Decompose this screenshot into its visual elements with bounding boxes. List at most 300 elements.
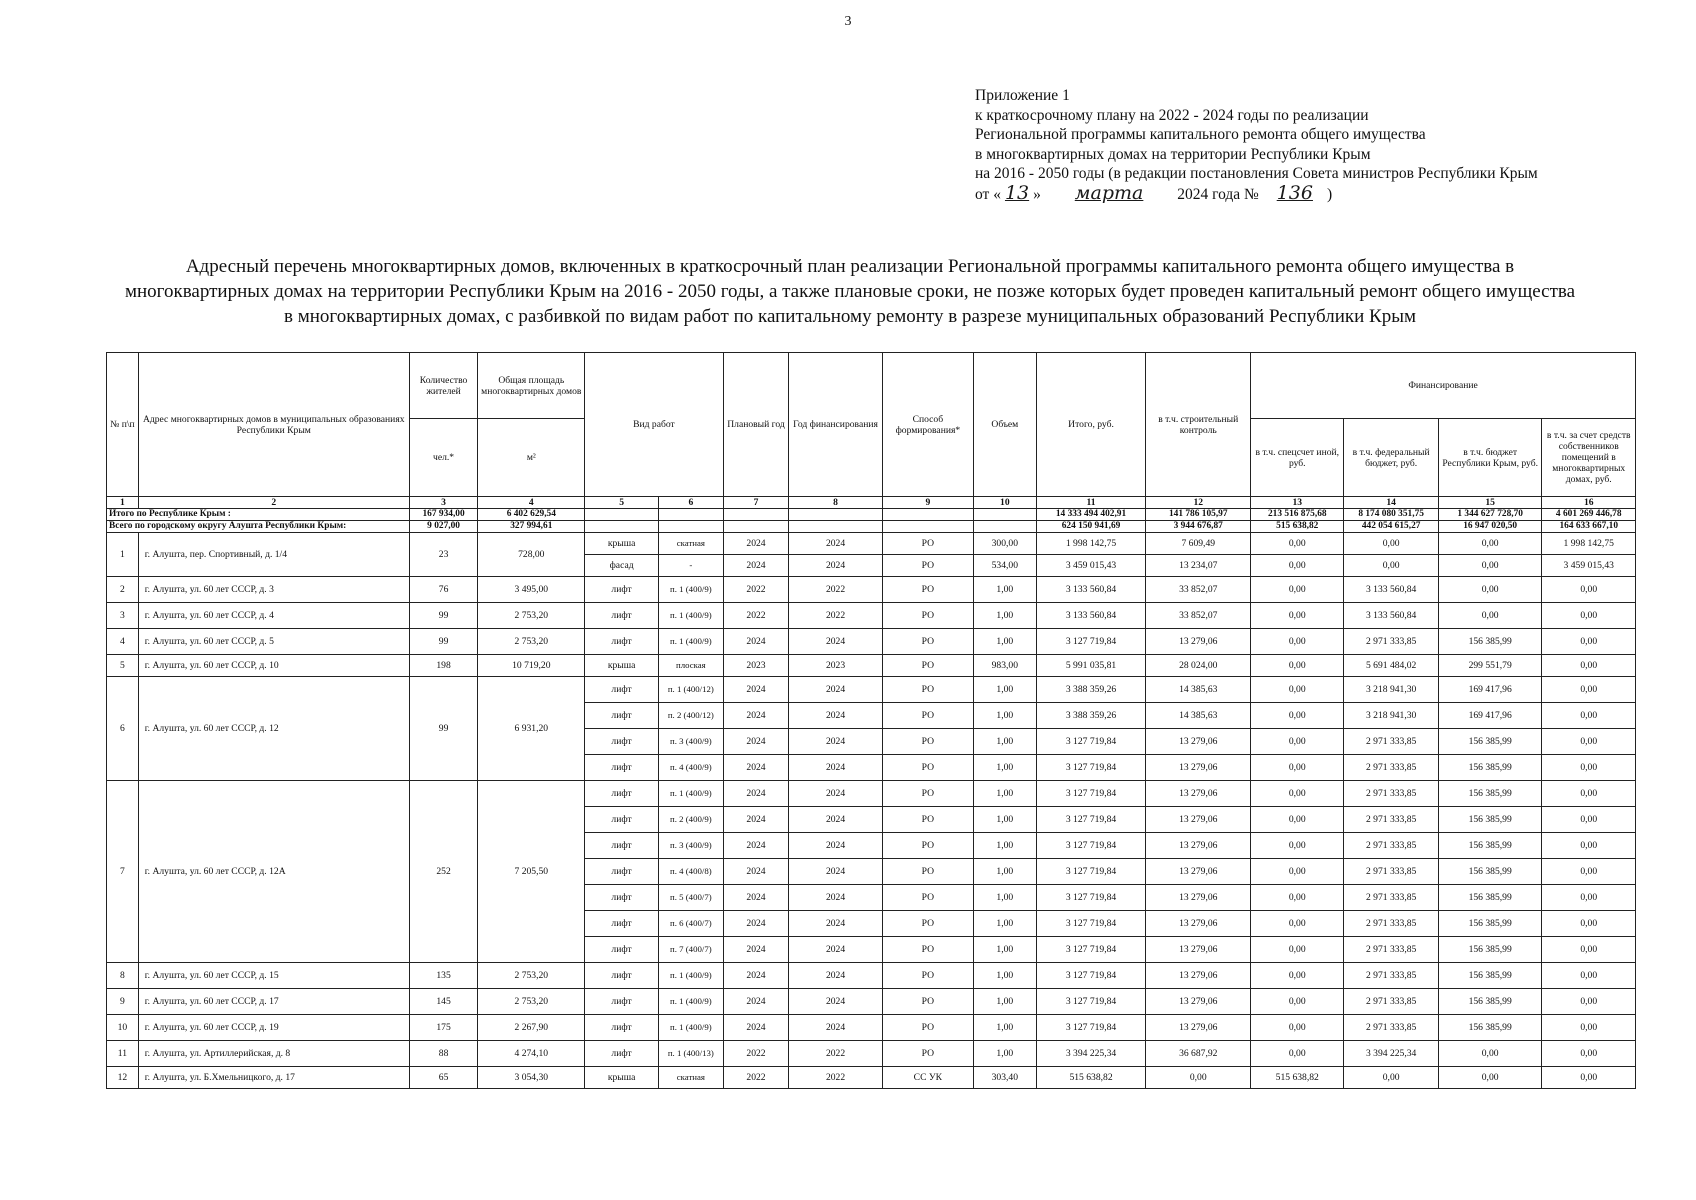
work-federal: 2 971 333,85: [1344, 807, 1438, 833]
work-plan: 2024: [723, 885, 789, 911]
table-row: [107, 963, 1636, 989]
work-owners: 0,00: [1542, 781, 1636, 807]
work-plan: 2022: [723, 577, 789, 603]
work-type: лифт: [585, 859, 659, 885]
work-control: 13 279,06: [1146, 911, 1251, 937]
work-volume: 1,00: [974, 603, 1037, 629]
work-republic: 156 385,99: [1438, 755, 1542, 781]
work-republic: 156 385,99: [1438, 807, 1542, 833]
work-fin: 2024: [789, 677, 882, 703]
work-volume: 534,00: [974, 555, 1037, 577]
table-row: [107, 1067, 1636, 1089]
work-republic: 169 417,96: [1438, 703, 1542, 729]
work-fin: 2024: [789, 885, 882, 911]
work-owners: 0,00: [1542, 1041, 1636, 1067]
date-close: ): [1326, 185, 1333, 203]
work-method: РО: [882, 703, 973, 729]
work-special: 0,00: [1251, 755, 1344, 781]
work-type: лифт: [585, 963, 659, 989]
work-special: 0,00: [1251, 859, 1344, 885]
work-special: 0,00: [1251, 1015, 1344, 1041]
table-row: [107, 989, 1636, 1015]
date-number-handwritten: 136: [1276, 181, 1313, 204]
work-plan: 2024: [723, 937, 789, 963]
work-method: РО: [882, 963, 973, 989]
work-volume: 1,00: [974, 807, 1037, 833]
work-volume: 1,00: [974, 729, 1037, 755]
work-type: лифт: [585, 1015, 659, 1041]
work-owners: 3 459 015,43: [1542, 555, 1636, 577]
work-federal: 2 971 333,85: [1344, 729, 1438, 755]
work-plan: 2024: [723, 1015, 789, 1041]
work-method: РО: [882, 729, 973, 755]
work-plan: 2024: [723, 729, 789, 755]
table-row: [107, 533, 1636, 555]
work-fin: 2022: [789, 603, 882, 629]
work-owners: 0,00: [1542, 885, 1636, 911]
work-special: 0,00: [1251, 603, 1344, 629]
work-owners: 0,00: [1542, 911, 1636, 937]
date-year: 2024 года №: [1177, 185, 1259, 203]
work-total: 3 127 719,84: [1036, 989, 1146, 1015]
header-owners: в т.ч. за счет средств собственников помещений в многоквартирных домах, руб.: [1542, 419, 1636, 497]
work-volume: 303,40: [974, 1067, 1037, 1089]
col-num-cell: 13: [1251, 497, 1344, 509]
work-method: РО: [882, 603, 973, 629]
work-federal: 2 971 333,85: [1344, 1015, 1438, 1041]
work-fin: 2024: [789, 963, 882, 989]
work-method: РО: [882, 911, 973, 937]
work-type: лифт: [585, 781, 659, 807]
work-volume: 1,00: [974, 677, 1037, 703]
work-fin: 2024: [789, 703, 882, 729]
total-owners: 164 633 667,10: [1542, 521, 1636, 533]
work-republic: 0,00: [1438, 533, 1542, 555]
col-num-cell: 8: [789, 497, 882, 509]
row-area: 10 719,20: [478, 655, 585, 677]
work-owners: 0,00: [1542, 807, 1636, 833]
col-num-cell: 6: [659, 497, 724, 509]
row-number: 3: [107, 603, 139, 629]
work-federal: 2 971 333,85: [1344, 989, 1438, 1015]
total-area: 327 994,61: [478, 521, 585, 533]
work-fin: 2024: [789, 755, 882, 781]
work-control: 13 279,06: [1146, 833, 1251, 859]
work-plan: 2022: [723, 1041, 789, 1067]
total-republic: 16 947 020,50: [1438, 521, 1542, 533]
appendix-block: [975, 86, 1665, 204]
work-method: РО: [882, 1041, 973, 1067]
work-control: 13 279,06: [1146, 937, 1251, 963]
row-residents: 175: [409, 1015, 478, 1041]
row-number: 2: [107, 577, 139, 603]
work-subtype: -: [659, 555, 724, 577]
header-federal: в т.ч. федеральный бюджет, руб.: [1344, 419, 1438, 497]
row-area: 2 753,20: [478, 603, 585, 629]
work-federal: 3 218 941,30: [1344, 677, 1438, 703]
work-plan: 2024: [723, 963, 789, 989]
row-area: 6 931,20: [478, 677, 585, 781]
work-method: РО: [882, 655, 973, 677]
date-day-handwritten: 13: [1004, 181, 1030, 204]
date-mid: »: [1033, 185, 1041, 203]
work-control: 7 609,49: [1146, 533, 1251, 555]
work-total: 3 133 560,84: [1036, 603, 1146, 629]
work-federal: 5 691 484,02: [1344, 655, 1438, 677]
work-federal: 0,00: [1344, 555, 1438, 577]
work-type: лифт: [585, 577, 659, 603]
work-method: РО: [882, 533, 973, 555]
work-method: РО: [882, 885, 973, 911]
work-control: 0,00: [1146, 1067, 1251, 1089]
row-address: г. Алушта, ул. 60 лет СССР, д. 3: [138, 577, 409, 603]
work-owners: 0,00: [1542, 859, 1636, 885]
work-subtype: п. 1 (400/9): [659, 781, 724, 807]
work-method: РО: [882, 677, 973, 703]
work-total: 3 127 719,84: [1036, 937, 1146, 963]
work-plan: 2024: [723, 533, 789, 555]
row-address: г. Алушта, ул. Б.Хмельницкого, д. 17: [138, 1067, 409, 1089]
work-volume: 1,00: [974, 577, 1037, 603]
work-fin: 2022: [789, 1067, 882, 1089]
row-area: 728,00: [478, 533, 585, 577]
work-special: 0,00: [1251, 989, 1344, 1015]
work-fin: 2023: [789, 655, 882, 677]
work-total: 3 127 719,84: [1036, 885, 1146, 911]
work-republic: 156 385,99: [1438, 629, 1542, 655]
row-area: 2 753,20: [478, 963, 585, 989]
work-special: 0,00: [1251, 963, 1344, 989]
total-row-alushta: [107, 521, 1636, 533]
header-fin-year: Год финансирования: [789, 353, 882, 497]
work-republic: 0,00: [1438, 603, 1542, 629]
row-number: 9: [107, 989, 139, 1015]
work-special: 0,00: [1251, 703, 1344, 729]
row-residents: 99: [409, 603, 478, 629]
work-control: 13 279,06: [1146, 807, 1251, 833]
row-residents: 76: [409, 577, 478, 603]
work-plan: 2022: [723, 1067, 789, 1089]
work-total: 3 127 719,84: [1036, 807, 1146, 833]
work-federal: 2 971 333,85: [1344, 833, 1438, 859]
work-total: 3 127 719,84: [1036, 1015, 1146, 1041]
work-subtype: п. 1 (400/9): [659, 989, 724, 1015]
work-federal: 3 218 941,30: [1344, 703, 1438, 729]
total-federal: 442 054 615,27: [1344, 521, 1438, 533]
work-owners: 0,00: [1542, 603, 1636, 629]
col-num-cell: 2: [138, 497, 409, 509]
work-plan: 2024: [723, 555, 789, 577]
work-owners: 0,00: [1542, 755, 1636, 781]
row-number: 6: [107, 677, 139, 781]
row-number: 7: [107, 781, 139, 963]
header-control: в т.ч. строительный контроль: [1146, 353, 1251, 497]
row-address: г. Алушта, ул. 60 лет СССР, д. 5: [138, 629, 409, 655]
work-control: 33 852,07: [1146, 603, 1251, 629]
work-control: 14 385,63: [1146, 677, 1251, 703]
work-republic: 156 385,99: [1438, 937, 1542, 963]
header-residents: Количество жителей: [409, 353, 478, 419]
header-method: Способ формирования*: [882, 353, 973, 497]
work-control: 28 024,00: [1146, 655, 1251, 677]
work-plan: 2024: [723, 781, 789, 807]
work-method: РО: [882, 577, 973, 603]
work-republic: 156 385,99: [1438, 1015, 1542, 1041]
total-special: 213 516 875,68: [1251, 509, 1344, 521]
work-type: лифт: [585, 937, 659, 963]
work-fin: 2024: [789, 1015, 882, 1041]
col-num-cell: 3: [409, 497, 478, 509]
work-subtype: п. 4 (400/8): [659, 859, 724, 885]
work-volume: 1,00: [974, 1015, 1037, 1041]
work-plan: 2022: [723, 603, 789, 629]
work-volume: 1,00: [974, 937, 1037, 963]
total-residents: 9 027,00: [409, 521, 478, 533]
col-num-cell: 12: [1146, 497, 1251, 509]
work-owners: 0,00: [1542, 963, 1636, 989]
work-subtype: п. 1 (400/9): [659, 963, 724, 989]
work-federal: 2 971 333,85: [1344, 781, 1438, 807]
page-number: 3: [844, 14, 852, 29]
total-area: 6 402 629,54: [478, 509, 585, 521]
col-num-cell: 1: [107, 497, 139, 509]
total-residents: 167 934,00: [409, 509, 478, 521]
appendix-line-3: Региональной программы капитального ремонта общего имущества: [975, 126, 1426, 143]
row-residents: 99: [409, 677, 478, 781]
total-label: Итого по Республике Крым :: [107, 509, 410, 521]
repair-plan-table: [106, 352, 1636, 1089]
work-owners: 1 998 142,75: [1542, 533, 1636, 555]
work-type: фасад: [585, 555, 659, 577]
table-body: [107, 509, 1636, 1089]
work-method: РО: [882, 989, 973, 1015]
work-volume: 300,00: [974, 533, 1037, 555]
row-area: 3 054,30: [478, 1067, 585, 1089]
work-republic: 0,00: [1438, 1041, 1542, 1067]
work-type: лифт: [585, 629, 659, 655]
work-total: 3 127 719,84: [1036, 729, 1146, 755]
work-federal: 3 394 225,34: [1344, 1041, 1438, 1067]
col-num-cell: 14: [1344, 497, 1438, 509]
work-type: крыша: [585, 533, 659, 555]
row-residents: 88: [409, 1041, 478, 1067]
work-fin: 2024: [789, 859, 882, 885]
table-row: [107, 1015, 1636, 1041]
date-prefix: от «: [975, 185, 1001, 203]
work-method: РО: [882, 755, 973, 781]
work-control: 13 234,07: [1146, 555, 1251, 577]
work-total: 3 127 719,84: [1036, 911, 1146, 937]
work-federal: 3 133 560,84: [1344, 577, 1438, 603]
header-republic: в т.ч. бюджет Республики Крым, руб.: [1438, 419, 1542, 497]
work-owners: 0,00: [1542, 703, 1636, 729]
work-volume: 983,00: [974, 655, 1037, 677]
appendix-line-4: в многоквартирных домах на территории Республики Крым: [975, 145, 1371, 163]
row-area: 3 495,00: [478, 577, 585, 603]
work-subtype: п. 1 (400/12): [659, 677, 724, 703]
work-republic: 156 385,99: [1438, 885, 1542, 911]
row-number: 1: [107, 533, 139, 577]
appendix-line-1: Приложение 1: [975, 87, 1070, 104]
work-method: РО: [882, 807, 973, 833]
work-special: 0,00: [1251, 729, 1344, 755]
work-volume: 1,00: [974, 1041, 1037, 1067]
total-sum: 14 333 494 402,91: [1036, 509, 1146, 521]
work-special: 0,00: [1251, 677, 1344, 703]
work-type: лифт: [585, 833, 659, 859]
appendix-line-2: к краткосрочному плану на 2022 - 2024 годы по реализации: [975, 106, 1369, 124]
work-method: РО: [882, 1015, 973, 1041]
work-fin: 2024: [789, 533, 882, 555]
work-special: 0,00: [1251, 885, 1344, 911]
work-republic: 156 385,99: [1438, 729, 1542, 755]
work-plan: 2024: [723, 807, 789, 833]
work-special: 0,00: [1251, 833, 1344, 859]
work-method: РО: [882, 937, 973, 963]
table-header: [107, 353, 1636, 509]
work-total: 3 394 225,34: [1036, 1041, 1146, 1067]
total-control: 141 786 105,97: [1146, 509, 1251, 521]
work-plan: 2024: [723, 833, 789, 859]
work-plan: 2024: [723, 703, 789, 729]
work-volume: 1,00: [974, 859, 1037, 885]
total-label: Всего по городскому округу Алушта Республики Крым:: [107, 521, 410, 533]
work-volume: 1,00: [974, 781, 1037, 807]
work-fin: 2024: [789, 729, 882, 755]
row-area: 2 753,20: [478, 989, 585, 1015]
work-subtype: п. 3 (400/9): [659, 833, 724, 859]
work-volume: 1,00: [974, 755, 1037, 781]
work-control: 36 687,92: [1146, 1041, 1251, 1067]
row-number: 10: [107, 1015, 139, 1041]
work-volume: 1,00: [974, 703, 1037, 729]
work-total: 3 127 719,84: [1036, 629, 1146, 655]
row-address: г. Алушта, пер. Спортивный, д. 1/4: [138, 533, 409, 577]
row-area: 7 205,50: [478, 781, 585, 963]
work-subtype: п. 2 (400/9): [659, 807, 724, 833]
work-total: 3 133 560,84: [1036, 577, 1146, 603]
work-republic: 169 417,96: [1438, 677, 1542, 703]
col-num-cell: 15: [1438, 497, 1542, 509]
col-num-cell: 7: [723, 497, 789, 509]
work-control: 13 279,06: [1146, 859, 1251, 885]
table-row: [107, 781, 1636, 807]
work-fin: 2024: [789, 911, 882, 937]
work-plan: 2024: [723, 677, 789, 703]
row-residents: 135: [409, 963, 478, 989]
work-volume: 1,00: [974, 989, 1037, 1015]
work-plan: 2023: [723, 655, 789, 677]
work-type: лифт: [585, 989, 659, 1015]
header-unit-area: м²: [478, 419, 585, 497]
header-special: в т.ч. спецсчет иной, руб.: [1251, 419, 1344, 497]
col-num-cell: 11: [1036, 497, 1146, 509]
header-work-type: Вид работ: [585, 353, 724, 497]
work-control: 13 279,06: [1146, 729, 1251, 755]
work-type: лифт: [585, 677, 659, 703]
header-area: Общая площадь многоквартирных домов: [478, 353, 585, 419]
row-address: г. Алушта, ул. 60 лет СССР, д. 12: [138, 677, 409, 781]
work-fin: 2024: [789, 555, 882, 577]
work-subtype: п. 1 (400/9): [659, 577, 724, 603]
work-total: 1 998 142,75: [1036, 533, 1146, 555]
work-total: 5 991 035,81: [1036, 655, 1146, 677]
work-special: 515 638,82: [1251, 1067, 1344, 1089]
header-unit-people: чел.*: [409, 419, 478, 497]
work-fin: 2024: [789, 833, 882, 859]
header-num: № п\п: [107, 353, 139, 497]
work-fin: 2024: [789, 937, 882, 963]
work-volume: 1,00: [974, 629, 1037, 655]
work-republic: 0,00: [1438, 577, 1542, 603]
work-type: лифт: [585, 603, 659, 629]
row-residents: 145: [409, 989, 478, 1015]
work-type: лифт: [585, 729, 659, 755]
work-total: 3 127 719,84: [1036, 859, 1146, 885]
work-republic: 156 385,99: [1438, 833, 1542, 859]
work-owners: 0,00: [1542, 1067, 1636, 1089]
work-type: лифт: [585, 1041, 659, 1067]
work-fin: 2024: [789, 989, 882, 1015]
work-subtype: п. 3 (400/9): [659, 729, 724, 755]
work-control: 13 279,06: [1146, 989, 1251, 1015]
row-number: 11: [107, 1041, 139, 1067]
row-residents: 23: [409, 533, 478, 577]
appendix-date-line: [975, 181, 1665, 205]
work-republic: 156 385,99: [1438, 989, 1542, 1015]
table-row: [107, 677, 1636, 703]
work-volume: 1,00: [974, 963, 1037, 989]
total-sum: 624 150 941,69: [1036, 521, 1146, 533]
work-control: 13 279,06: [1146, 1015, 1251, 1041]
work-method: РО: [882, 555, 973, 577]
header-volume: Объем: [974, 353, 1037, 497]
row-number: 4: [107, 629, 139, 655]
work-subtype: п. 1 (400/13): [659, 1041, 724, 1067]
work-total: 3 127 719,84: [1036, 833, 1146, 859]
work-type: крыша: [585, 655, 659, 677]
document-title: Адресный перечень многоквартирных домов, включенных в краткосрочный план реализации Региональной программы капитального ремонта общего имущества в многоквартирных домах на территории Республики Крым на 2016 - 2050 годы, а также плановые сроки, не позже которых будет проведен капитальный ремонт общего имущества в многоквартирных домах, с разбивкой по видам работ по капитальному ремонту в разрезе муниципальных образований Республики Крым: [124, 256, 1576, 327]
work-type: лифт: [585, 885, 659, 911]
work-owners: 0,00: [1542, 729, 1636, 755]
work-owners: 0,00: [1542, 937, 1636, 963]
work-special: 0,00: [1251, 555, 1344, 577]
work-republic: 156 385,99: [1438, 963, 1542, 989]
work-subtype: п. 5 (400/7): [659, 885, 724, 911]
work-total: 3 127 719,84: [1036, 755, 1146, 781]
work-method: РО: [882, 629, 973, 655]
work-federal: 2 971 333,85: [1344, 629, 1438, 655]
work-type: лифт: [585, 911, 659, 937]
row-address: г. Алушта, ул. 60 лет СССР, д. 17: [138, 989, 409, 1015]
work-method: РО: [882, 781, 973, 807]
work-subtype: п. 1 (400/9): [659, 1015, 724, 1041]
total-owners: 4 601 269 446,78: [1542, 509, 1636, 521]
work-method: РО: [882, 833, 973, 859]
total-row-republic: [107, 509, 1636, 521]
work-special: 0,00: [1251, 807, 1344, 833]
work-type: лифт: [585, 703, 659, 729]
work-special: 0,00: [1251, 937, 1344, 963]
work-plan: 2024: [723, 989, 789, 1015]
work-federal: 2 971 333,85: [1344, 859, 1438, 885]
work-type: крыша: [585, 1067, 659, 1089]
work-special: 0,00: [1251, 655, 1344, 677]
row-address: г. Алушта, ул. 60 лет СССР, д. 4: [138, 603, 409, 629]
row-address: г. Алушта, ул. Артиллерийская, д. 8: [138, 1041, 409, 1067]
work-total: 3 388 359,26: [1036, 677, 1146, 703]
work-special: 0,00: [1251, 533, 1344, 555]
